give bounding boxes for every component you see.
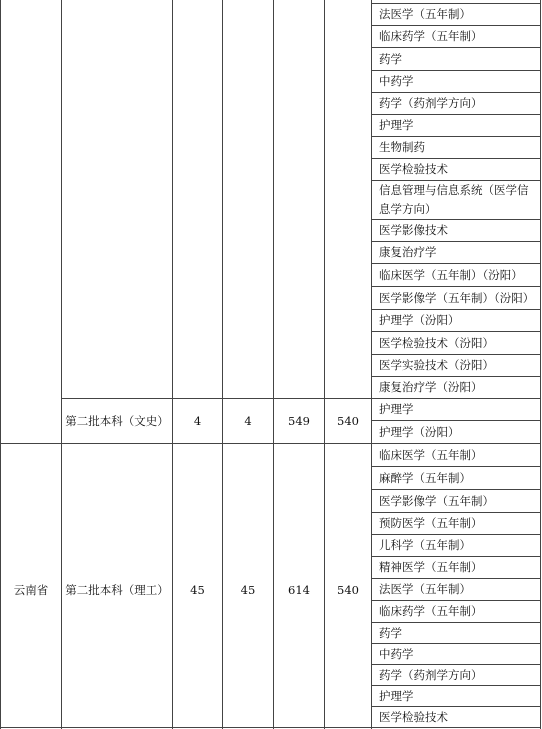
- plan-count: 45: [190, 583, 205, 597]
- major-cell: 康复治疗学: [379, 245, 437, 259]
- major-cell: 中药学: [379, 647, 414, 661]
- column-divider: [172, 0, 173, 729]
- row-divider: [371, 420, 541, 421]
- major-cell: 临床医学（五年制）: [379, 448, 483, 462]
- major-cell: 临床药学（五年制）: [379, 604, 483, 618]
- plan-count: 4: [193, 414, 202, 428]
- major-cell: 药学（药剂学方向）: [379, 96, 483, 110]
- major-cell: 预防医学（五年制）: [379, 516, 483, 530]
- major-cell: 医学影像学（五年制）（汾阳）: [379, 291, 535, 305]
- row-divider: [371, 286, 541, 287]
- province-name: 云南省: [13, 583, 49, 597]
- major-cell: 护理学: [379, 689, 414, 703]
- highest-score: 549: [288, 414, 310, 428]
- major-cell: 医学实验技术（汾阳）: [379, 358, 494, 372]
- major-cell: 药学（药剂学方向）: [379, 668, 483, 682]
- major-cell: 法医学（五年制）: [379, 582, 471, 596]
- table-border-right: [540, 0, 541, 729]
- column-divider: [273, 0, 274, 729]
- major-cell: 信息管理与信息系统（医学信息学方向）: [379, 183, 529, 216]
- major-cell: 医学检验技术（汾阳）: [379, 336, 494, 350]
- major-cell: 麻醉学（五年制）: [379, 471, 471, 485]
- row-divider: [371, 489, 541, 490]
- row-divider: [371, 466, 541, 467]
- row-divider: [0, 443, 541, 444]
- column-divider: [61, 0, 62, 729]
- column-divider: [324, 0, 325, 729]
- table-border-bottom: [0, 727, 541, 728]
- row-divider: [371, 263, 541, 264]
- table-border-left: [0, 0, 1, 729]
- highest-score: 614: [288, 583, 310, 597]
- lowest-score: 540: [337, 583, 359, 597]
- major-cell: 生物制药: [379, 140, 425, 154]
- major-cell: 药学: [379, 52, 402, 66]
- major-cell: 精神医学（五年制）: [379, 560, 483, 574]
- major-cell: 药学: [379, 626, 402, 640]
- major-cell: 护理学: [379, 118, 414, 132]
- major-cell: 临床医学（五年制）（汾阳）: [379, 268, 523, 282]
- major-cell: 康复治疗学（汾阳）: [379, 380, 483, 394]
- major-cell: 医学影像学（五年制）: [379, 494, 494, 508]
- batch-name: 第二批本科（文史）: [65, 414, 169, 428]
- major-cell: 中药学: [379, 74, 414, 88]
- major-cell: 护理学（汾阳）: [379, 425, 460, 439]
- row-divider: [371, 47, 541, 48]
- column-divider: [222, 0, 223, 729]
- major-cell: 临床药学（五年制）: [379, 29, 483, 43]
- major-cell: 法医学（五年制）: [379, 7, 471, 21]
- admitted-count: 45: [240, 583, 256, 597]
- major-cell: 医学检验技术: [379, 710, 448, 724]
- major-cell: 儿科学（五年制）: [379, 538, 471, 552]
- column-divider: [371, 0, 372, 729]
- batch-name: 第二批本科（理工）: [65, 583, 169, 597]
- major-cell: 护理学: [379, 402, 414, 416]
- admitted-count: 4: [244, 414, 252, 428]
- lowest-score: 540: [337, 414, 359, 428]
- major-cell: 护理学（汾阳）: [379, 313, 460, 327]
- major-cell: 医学检验技术: [379, 162, 448, 176]
- major-cell: 医学影像技术: [379, 223, 448, 237]
- row-divider: [371, 331, 541, 332]
